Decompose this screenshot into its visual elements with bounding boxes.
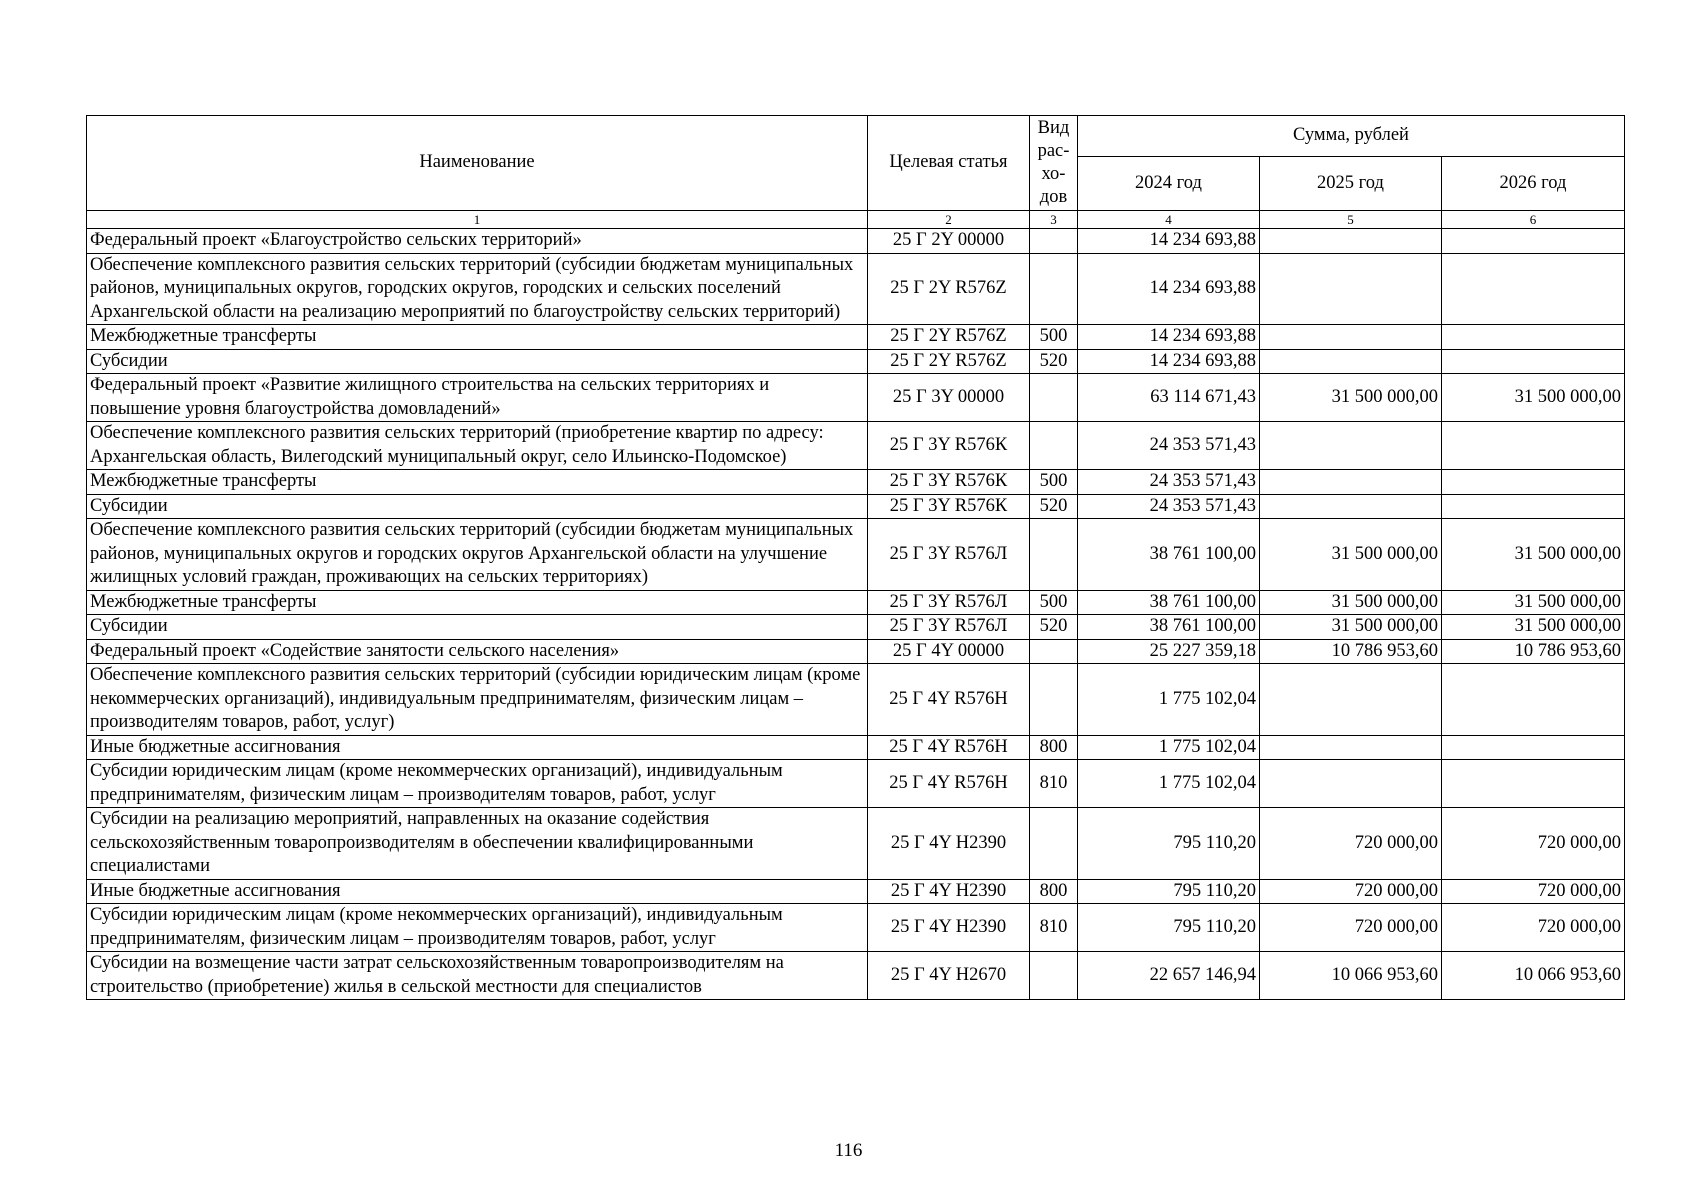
target-article: 25 Г 4Y R576Н — [868, 664, 1030, 736]
sum-2026 — [1442, 664, 1625, 736]
target-article: 25 Г 4Y Н2670 — [868, 952, 1030, 1000]
target-article: 25 Г 4Y Н2390 — [868, 808, 1030, 880]
sum-2024: 795 110,20 — [1078, 904, 1260, 952]
table-row — [87, 590, 1625, 615]
table-row — [87, 879, 1625, 904]
expense-type: 800 — [1030, 735, 1078, 760]
header-sum: Сумма, рублей — [1078, 116, 1625, 157]
sum-2025: 720 000,00 — [1260, 879, 1442, 904]
sum-2025 — [1260, 422, 1442, 470]
row-name: Межбюджетные трансферты — [87, 325, 868, 350]
target-article: 25 Г 4Y Н2390 — [868, 879, 1030, 904]
expense-type: 810 — [1030, 904, 1078, 952]
row-name: Субсидии — [87, 494, 868, 519]
sum-2026 — [1442, 253, 1625, 325]
sum-2025 — [1260, 325, 1442, 350]
target-article: 25 Г 4Y Н2390 — [868, 904, 1030, 952]
row-name: Федеральный проект «Содействие занятости сельского населения» — [87, 639, 868, 664]
sum-2026: 720 000,00 — [1442, 879, 1625, 904]
page-number: 116 — [834, 1140, 863, 1161]
target-article: 25 Г 4Y 00000 — [868, 639, 1030, 664]
sum-2026: 10 066 953,60 — [1442, 952, 1625, 1000]
sum-2025: 31 500 000,00 — [1260, 615, 1442, 640]
sum-2026 — [1442, 470, 1625, 495]
table-row — [87, 664, 1625, 736]
sum-2025 — [1260, 253, 1442, 325]
table-row — [87, 639, 1625, 664]
sum-2026: 31 500 000,00 — [1442, 590, 1625, 615]
sum-2026 — [1442, 735, 1625, 760]
sum-2024: 24 353 571,43 — [1078, 422, 1260, 470]
table-row — [87, 229, 1625, 254]
row-name: Обеспечение комплексного развития сельских территорий (субсидии бюджетам муниципальных районов, муниципальных округов и городских округов Архангельской области на улучшение жилищных условий граждан, проживающих на сельских территориях) — [87, 519, 868, 591]
expense-type — [1030, 808, 1078, 880]
row-name: Федеральный проект «Развитие жилищного строительства на сельских территориях и повышение уровня благоустройства домовладений» — [87, 374, 868, 422]
header-expense-type — [1030, 116, 1078, 211]
row-name: Субсидии на реализацию мероприятий, направленных на оказание содействия сельскохозяйственным товаропроизводителям в обеспечении квалифицированными специалистами — [87, 808, 868, 880]
sum-2024: 795 110,20 — [1078, 879, 1260, 904]
sum-2025: 31 500 000,00 — [1260, 519, 1442, 591]
table-row — [87, 615, 1625, 640]
row-name: Обеспечение комплексного развития сельских территорий (субсидии юридическим лицам (кроме некоммерческих организаций), индивидуальным предпринимателям, физическим лицам – производителям товаров, работ, услуг) — [87, 664, 868, 736]
table-row — [87, 470, 1625, 495]
expense-type: 520 — [1030, 494, 1078, 519]
sum-2025 — [1260, 494, 1442, 519]
expense-type: 500 — [1030, 470, 1078, 495]
row-name: Субсидии — [87, 615, 868, 640]
sum-2024: 14 234 693,88 — [1078, 253, 1260, 325]
column-number: 6 — [1442, 211, 1625, 229]
expense-type: 500 — [1030, 590, 1078, 615]
target-article: 25 Г 3Y R576К — [868, 422, 1030, 470]
expense-type: 500 — [1030, 325, 1078, 350]
sum-2024: 63 114 671,43 — [1078, 374, 1260, 422]
target-article: 25 Г 2Y 00000 — [868, 229, 1030, 254]
header-year-2025: 2025 год — [1260, 157, 1442, 211]
sum-2024: 24 353 571,43 — [1078, 494, 1260, 519]
table-row — [87, 349, 1625, 374]
table-row — [87, 422, 1625, 470]
row-name: Субсидии на возмещение части затрат сельскохозяйственным товаропроизводителям на строительство (приобретение) жилья в сельской местности для специалистов — [87, 952, 868, 1000]
table-row — [87, 952, 1625, 1000]
target-article: 25 Г 2Y R576Z — [868, 349, 1030, 374]
row-name: Межбюджетные трансферты — [87, 470, 868, 495]
table-row — [87, 808, 1625, 880]
column-number: 1 — [87, 211, 868, 229]
sum-2026 — [1442, 494, 1625, 519]
table-row — [87, 735, 1625, 760]
sum-2025 — [1260, 229, 1442, 254]
column-number: 5 — [1260, 211, 1442, 229]
target-article: 25 Г 3Y 00000 — [868, 374, 1030, 422]
table-row — [87, 325, 1625, 350]
expense-type — [1030, 253, 1078, 325]
sum-2025: 10 786 953,60 — [1260, 639, 1442, 664]
target-article: 25 Г 3Y R576К — [868, 494, 1030, 519]
sum-2024: 1 775 102,04 — [1078, 760, 1260, 808]
expense-type: 800 — [1030, 879, 1078, 904]
sum-2025: 31 500 000,00 — [1260, 374, 1442, 422]
header-target-article: Целевая статья — [868, 116, 1030, 211]
sum-2026: 720 000,00 — [1442, 904, 1625, 952]
row-name: Субсидии юридическим лицам (кроме некоммерческих организаций), индивидуальным предпринимателям, физическим лицам – производителям товаров, работ, услуг — [87, 904, 868, 952]
row-name: Обеспечение комплексного развития сельских территорий (субсидии бюджетам муниципальных районов, муниципальных округов, городских округов, городских и сельских поселений Архангельской области на реализацию мероприятий по благоустройству сельских территорий) — [87, 253, 868, 325]
table-row — [87, 494, 1625, 519]
sum-2026 — [1442, 349, 1625, 374]
header-year-2026: 2026 год — [1442, 157, 1625, 211]
sum-2026: 10 786 953,60 — [1442, 639, 1625, 664]
target-article: 25 Г 2Y R576Z — [868, 325, 1030, 350]
row-name: Иные бюджетные ассигнования — [87, 879, 868, 904]
header-year-2024: 2024 год — [1078, 157, 1260, 211]
sum-2026 — [1442, 229, 1625, 254]
row-name: Федеральный проект «Благоустройство сельских территорий» — [87, 229, 868, 254]
sum-2026: 31 500 000,00 — [1442, 374, 1625, 422]
target-article: 25 Г 3Y R576Л — [868, 590, 1030, 615]
sum-2026 — [1442, 760, 1625, 808]
sum-2026: 720 000,00 — [1442, 808, 1625, 880]
sum-2024: 795 110,20 — [1078, 808, 1260, 880]
expense-type — [1030, 422, 1078, 470]
column-number-row — [87, 211, 1625, 229]
sum-2026: 31 500 000,00 — [1442, 615, 1625, 640]
target-article: 25 Г 3Y R576Л — [868, 519, 1030, 591]
sum-2024: 24 353 571,43 — [1078, 470, 1260, 495]
sum-2024: 38 761 100,00 — [1078, 615, 1260, 640]
sum-2025 — [1260, 349, 1442, 374]
row-name: Субсидии — [87, 349, 868, 374]
sum-2025 — [1260, 760, 1442, 808]
column-number: 4 — [1078, 211, 1260, 229]
row-name: Межбюджетные трансферты — [87, 590, 868, 615]
column-number: 2 — [868, 211, 1030, 229]
expense-type: 520 — [1030, 349, 1078, 374]
table-row — [87, 374, 1625, 422]
expense-type — [1030, 519, 1078, 591]
sum-2024: 14 234 693,88 — [1078, 349, 1260, 374]
sum-2024: 14 234 693,88 — [1078, 325, 1260, 350]
sum-2025: 10 066 953,60 — [1260, 952, 1442, 1000]
sum-2026 — [1442, 422, 1625, 470]
sum-2024: 14 234 693,88 — [1078, 229, 1260, 254]
sum-2025: 31 500 000,00 — [1260, 590, 1442, 615]
sum-2025: 720 000,00 — [1260, 808, 1442, 880]
table-row — [87, 904, 1625, 952]
row-name: Субсидии юридическим лицам (кроме некоммерческих организаций), индивидуальным предпринимателям, физическим лицам – производителям товаров, работ, услуг — [87, 760, 868, 808]
expense-type: 520 — [1030, 615, 1078, 640]
expense-type: 810 — [1030, 760, 1078, 808]
target-article: 25 Г 3Y R576К — [868, 470, 1030, 495]
sum-2026: 31 500 000,00 — [1442, 519, 1625, 591]
table-row — [87, 519, 1625, 591]
table-row — [87, 760, 1625, 808]
budget-table — [86, 115, 1625, 1000]
table-body — [87, 229, 1625, 1000]
expense-type — [1030, 229, 1078, 254]
header-expense-type-line: дов — [1039, 187, 1068, 207]
target-article: 25 Г 4Y R576Н — [868, 760, 1030, 808]
sum-2024: 25 227 359,18 — [1078, 639, 1260, 664]
header-name: Наименование — [87, 116, 868, 211]
sum-2024: 38 761 100,00 — [1078, 590, 1260, 615]
row-name: Обеспечение комплексного развития сельских территорий (приобретение квартир по адресу: Архангельская область, Вилегодский муниципальный округ, село Ильинско-Подомское) — [87, 422, 868, 470]
header-expense-type-line: хо- — [1041, 164, 1066, 184]
sum-2025: 720 000,00 — [1260, 904, 1442, 952]
sum-2026 — [1442, 325, 1625, 350]
sum-2024: 1 775 102,04 — [1078, 735, 1260, 760]
sum-2024: 38 761 100,00 — [1078, 519, 1260, 591]
sum-2025 — [1260, 735, 1442, 760]
sum-2024: 22 657 146,94 — [1078, 952, 1260, 1000]
target-article: 25 Г 4Y R576Н — [868, 735, 1030, 760]
expense-type — [1030, 952, 1078, 1000]
header-expense-type-line: Вид — [1037, 118, 1070, 138]
target-article: 25 Г 2Y R576Z — [868, 253, 1030, 325]
sum-2025 — [1260, 664, 1442, 736]
budget-document — [86, 115, 1624, 1000]
sum-2025 — [1260, 470, 1442, 495]
header-expense-type-line: рас- — [1037, 141, 1070, 161]
expense-type — [1030, 664, 1078, 736]
expense-type — [1030, 639, 1078, 664]
row-name: Иные бюджетные ассигнования — [87, 735, 868, 760]
column-number: 3 — [1030, 211, 1078, 229]
table-row — [87, 253, 1625, 325]
sum-2024: 1 775 102,04 — [1078, 664, 1260, 736]
expense-type — [1030, 374, 1078, 422]
target-article: 25 Г 3Y R576Л — [868, 615, 1030, 640]
